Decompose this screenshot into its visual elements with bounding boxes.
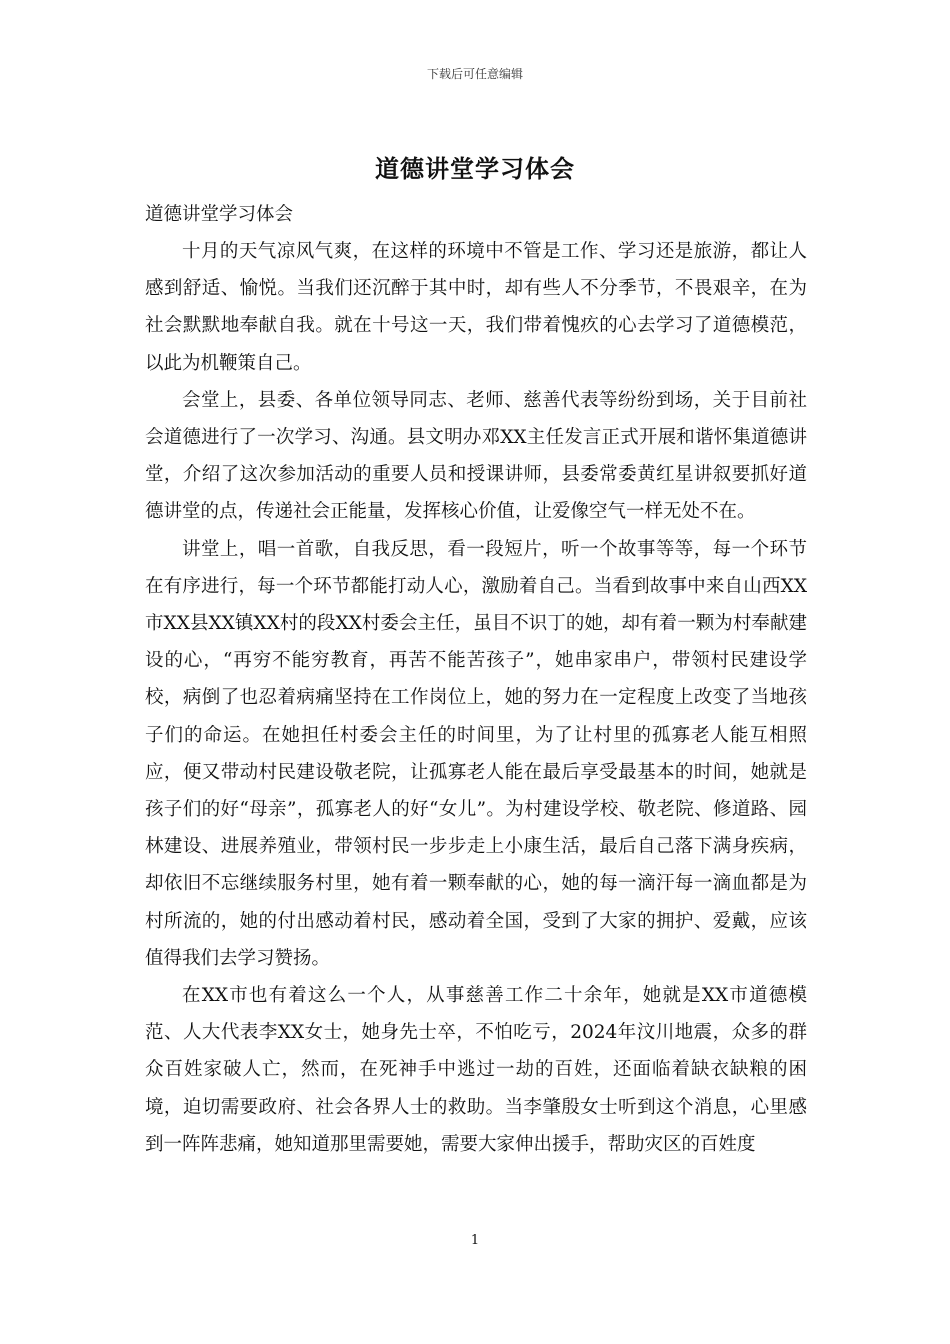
paragraph-3: 讲堂上，唱一首歌，自我反思，看一段短片，听一个故事等等，每一个环节在有序进行，每一个环节都能打动人心，激励着自己。当看到故事中来自山西XX市XX县XX镇XX村的段XX村委会主任，虽目不识丁的她，却有着一颗为村奉献建设的心，“再穷不能穷教育，再苦不能苦孩子”，她串家串户，带领村民建设学校，病倒了也忍着病痛坚持在工作岗位上，她的努力在一定程度上改变了当地孩子们的命运。在她担任村委会主任的时间里，为了让村里的孤寡老人能互相照应，便又带动村民建设敬老院，让孤寡老人能在最后享受最基本的时间，她就是孩子们的好“母亲”，孤寡老人的好“女儿”。为村建设学校、敬老院、修道路、园林建设、进展养殖业，带领村民一步步走上小康生活，最后自己落下满身疾病，却依旧不忘继续服务村里，她有着一颗奉献的心，她的每一滴汗每一滴血都是为村所流的，她的付出感动着村民，感动着全国，受到了大家的拥护、爱戴，应该值得我们去学习赞扬。 [145, 538, 807, 969]
document-body [145, 196, 807, 1163]
page-header-note: 下载后可任意编辑 [426, 67, 523, 81]
document-subtitle: 道德讲堂学习体会 [145, 204, 294, 225]
paragraph-1: 十月的天气凉风气爽，在这样的环境中不管是工作、学习还是旅游，都让人感到舒适、愉悦。当我们还沉醉于其中时，却有些人不分季节，不畏艰辛，在为社会默默地奉献自我。就在十号这一天，我们带着愧疚的心去学习了道德模范，以此为机鞭策自己。 [145, 241, 807, 374]
paragraph-4: 在XX市也有着这么一个人，从事慈善工作二十余年，她就是XX市道德模范、人大代表李XX女士，她身先士卒，不怕吃亏，2024年汶川地震，众多的群众百姓家破人亡，然而，在死神手中逃过一劫的百姓，还面临着缺衣缺粮的困境，迫切需要政府、社会各界人士的救助。当李肇殷女士听到这个消息，心里感到一阵阵悲痛，她知道那里需要她，需要大家伸出援手，帮助灾区的百姓度 [145, 985, 807, 1155]
page-number: 1 [470, 1233, 480, 1248]
paragraph-2: 会堂上，县委、各单位领导同志、老师、慈善代表等纷纷到场，关于目前社会道德进行了一次学习、沟通。县文明办邓XX主任发言正式开展和谐怀集道德讲堂，介绍了这次参加活动的重要人员和授课讲师，县委常委黄红星讲叙要抓好道德讲堂的点，传递社会正能量，发挥核心价值，让爱像空气一样无处不在。 [145, 389, 807, 523]
document-title: 道德讲堂学习体会 [375, 154, 575, 183]
